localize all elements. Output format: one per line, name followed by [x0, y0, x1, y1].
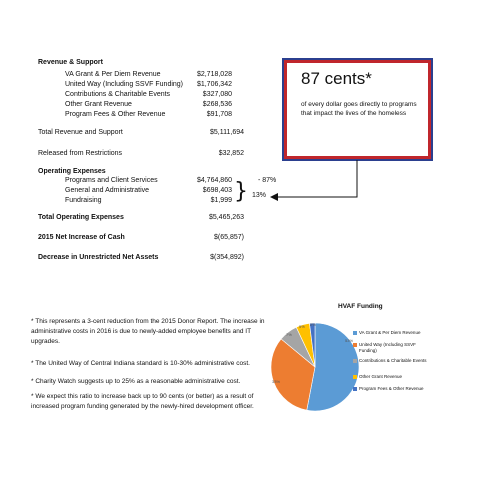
footnote: * We expect this ratio to increase back up to 90 cents (or better) as a result of increased program funding generated by the newly-hired development officer. — [31, 393, 254, 410]
revenue-item-value: $91,708 — [206, 111, 232, 118]
slice-label: 53% — [345, 338, 354, 343]
chart-title: HVAF Funding — [338, 303, 383, 310]
net-cash-label: 2015 Net Increase of Cash — [38, 234, 125, 241]
slice-label: 33% — [272, 379, 281, 384]
legend-item — [359, 330, 431, 336]
legend-label: Program Fees & Other Revenue — [359, 386, 424, 391]
released-value: $32,852 — [218, 150, 244, 157]
legend-item — [359, 374, 431, 380]
net-cash-value: $(65,857) — [214, 234, 244, 241]
net-assets-label: Decrease in Unrestricted Net Assets — [38, 254, 159, 261]
callout-text: of every dollar goes directly to programs that impact the lives of the homeless — [301, 101, 417, 117]
admin-percent: 13% — [252, 192, 267, 199]
admin-brace-icon: } — [234, 179, 248, 204]
released-label: Released from Restrictions — [38, 150, 123, 157]
revenue-item-label: Program Fees & Other Revenue — [65, 111, 166, 118]
slice-label: 2% — [310, 322, 316, 327]
total-revenue-value: $5,111,694 — [210, 129, 244, 136]
footnote: * The United Way of Central Indiana standard is 10-30% administrative cost. — [31, 360, 250, 367]
legend-label: VA Grant & Per Diem Revenue — [359, 330, 421, 335]
legend-swatch — [353, 331, 357, 335]
expense-item-value: $698,403 — [202, 187, 232, 194]
revenue-heading: Revenue & Support — [38, 59, 103, 66]
total-revenue-label: Total Revenue and Support — [38, 129, 123, 136]
legend-label: Contributions & Charitable Events — [359, 358, 427, 363]
revenue-item-label: Contributions & Charitable Events — [65, 91, 171, 98]
slice-label: 5% — [299, 324, 305, 329]
expense-item-label: General and Administrative — [65, 187, 150, 194]
legend-item — [359, 342, 431, 354]
legend-swatch — [353, 375, 357, 379]
revenue-item-value: $268,536 — [202, 101, 232, 108]
expense-item-label: Programs and Client Services — [65, 177, 158, 184]
slice-label: 7% — [286, 332, 292, 337]
legend-swatch — [353, 359, 357, 363]
expense-item-label: Fundraising — [65, 197, 102, 204]
callout-headline: 87 cents* — [301, 69, 372, 88]
net-assets-value: $(354,892) — [210, 254, 244, 261]
revenue-item-value: $327,080 — [202, 91, 232, 98]
legend-item — [359, 386, 431, 392]
total-expenses-label: Total Operating Expenses — [38, 214, 124, 221]
legend-label: Other Grant Revenue — [359, 374, 403, 379]
legend-swatch — [353, 387, 357, 391]
legend-item — [359, 358, 431, 364]
footnote: * This represents a 3-cent reduction from the 2015 Donor Report. The increase in administrative costs in 2016 is due to newly-added employee benefits and IT upgrades. — [31, 318, 265, 345]
revenue-item-label: Other Grant Revenue — [65, 101, 132, 108]
revenue-item-value: $1,706,342 — [196, 81, 232, 88]
footnote: * Charity Watch suggests up to 25% as a reasonable administrative cost. — [31, 378, 241, 385]
expenses-heading: Operating Expenses — [38, 168, 106, 175]
legend-label: United Way (Including SSVF Funding) — [359, 342, 416, 353]
revenue-item-value: $2,718,028 — [196, 71, 232, 78]
expense-item-value: $1,999 — [210, 197, 232, 204]
programs-percent: - 87% — [258, 177, 277, 184]
total-expenses-value: $5,465,263 — [208, 214, 244, 221]
legend-swatch — [353, 343, 357, 347]
expense-item-value: $4,764,860 — [196, 177, 232, 184]
revenue-item-label: VA Grant & Per Diem Revenue — [65, 71, 161, 78]
revenue-item-label: United Way (Including SSVF Funding) — [65, 81, 184, 88]
